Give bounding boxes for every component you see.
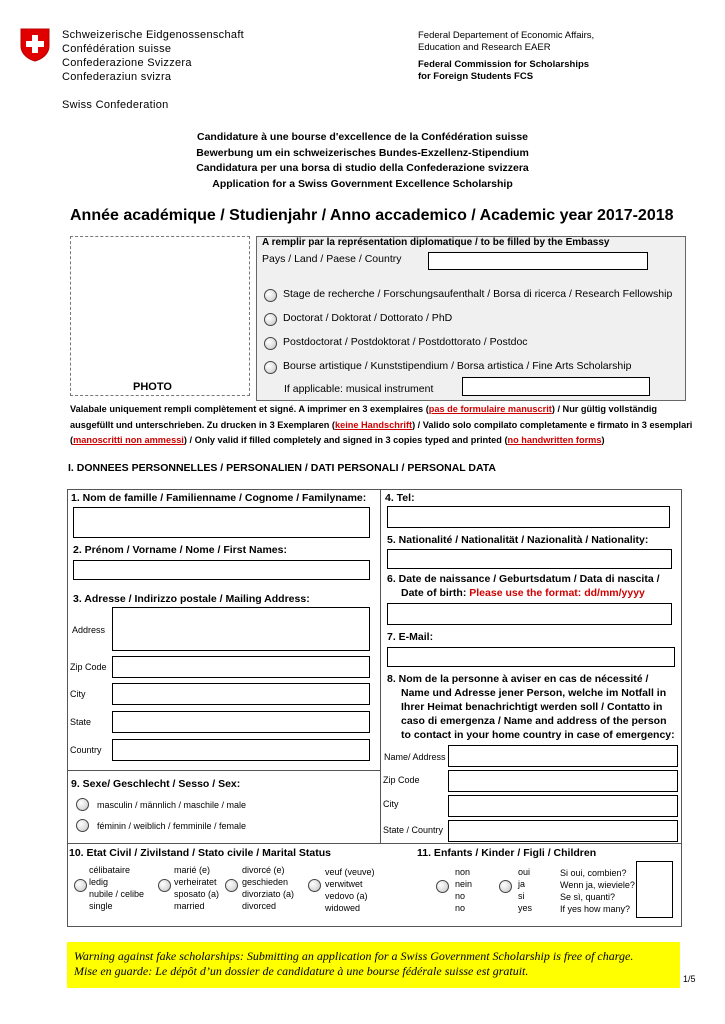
married-options bbox=[174, 864, 219, 912]
how-many-fr: Si oui, combien? bbox=[560, 868, 627, 878]
married-de: verheiratet bbox=[174, 877, 217, 887]
swiss-confederation-label: Swiss Confederation bbox=[62, 99, 169, 111]
emergency-line-5: to contact in your home country in case of emergency: bbox=[401, 729, 675, 741]
dob-label-line2 bbox=[401, 587, 645, 599]
emergency-name-input[interactable] bbox=[448, 745, 678, 767]
validity-red-4: no handwritten forms bbox=[507, 435, 602, 445]
married-fr: marié (e) bbox=[174, 865, 211, 875]
children-no-options bbox=[455, 866, 472, 914]
zip-code-label: Zip Code bbox=[70, 662, 107, 672]
children-no-de: nein bbox=[455, 879, 473, 889]
row-divider-sex bbox=[67, 770, 381, 771]
phd-label: Doctorat / Doktorat / Dottorato / PhD bbox=[283, 312, 453, 324]
widowed-it: vedovo (a) bbox=[325, 891, 368, 901]
dob-format-hint: Please use the format: dd/mm/yyyy bbox=[469, 587, 645, 599]
email-label: 7. E-Mail: bbox=[387, 631, 434, 643]
warning-text bbox=[74, 949, 633, 979]
children-no-it: no bbox=[455, 891, 466, 901]
nationality-label: 5. Nationalité / Nationalität / Nazionalità / Nationality: bbox=[387, 534, 649, 546]
title-it: Candidatura per una borsa di studio della Confederazione svizzera bbox=[196, 162, 529, 174]
address-input[interactable] bbox=[112, 607, 370, 651]
divorced-en: divorced bbox=[242, 901, 277, 911]
male-label: masculin / männlich / maschile / male bbox=[97, 800, 247, 810]
row-divider-civil bbox=[67, 843, 682, 844]
emergency-city-input[interactable] bbox=[448, 795, 678, 817]
commission-line-1: Federal Commission for Scholarships bbox=[418, 59, 590, 70]
male-radio[interactable] bbox=[76, 798, 89, 811]
children-yes-en: yes bbox=[518, 903, 533, 913]
state-label: State bbox=[70, 717, 92, 727]
photo-label: PHOTO bbox=[133, 381, 172, 393]
female-label: féminin / weiblich / femminile / female bbox=[97, 821, 247, 831]
confed-name-fr: Confédération suisse bbox=[62, 43, 172, 55]
children-yes-radio[interactable] bbox=[499, 880, 512, 893]
emergency-city-label: City bbox=[383, 799, 399, 809]
emergency-state-country-input[interactable] bbox=[448, 820, 678, 842]
tel-input[interactable] bbox=[387, 506, 670, 528]
single-radio[interactable] bbox=[74, 879, 87, 892]
address-country-input[interactable] bbox=[112, 739, 370, 761]
divorced-de: geschieden bbox=[242, 877, 289, 887]
embassy-heading: A remplir par la représentation diplomatique / to be filled by the Embassy bbox=[262, 237, 610, 248]
sex-label: 9. Sexe/ Geschlecht / Sesso / Sex: bbox=[71, 778, 241, 790]
single-de: ledig bbox=[89, 877, 109, 887]
academic-year-heading: Année académique / Studienjahr / Anno accademico / Academic year 2017-2018 bbox=[70, 207, 674, 224]
research-fellowship-radio[interactable] bbox=[264, 289, 277, 302]
children-count-input[interactable] bbox=[636, 861, 673, 918]
divorced-it: divorziato (a) bbox=[242, 889, 295, 899]
widowed-en: widowed bbox=[325, 903, 361, 913]
children-no-fr: non bbox=[455, 867, 471, 877]
address-label: 3. Adresse / Indirizzo postale / Mailing Address: bbox=[73, 593, 310, 605]
female-radio[interactable] bbox=[76, 819, 89, 832]
children-no-en: no bbox=[455, 903, 466, 913]
swiss-coat-of-arms-icon bbox=[20, 28, 50, 62]
confed-name-it: Confederazione Svizzera bbox=[62, 57, 192, 69]
research-fellowship-label: Stage de recherche / Forschungsaufenthalt / Borsa di ricerca / Research Fellowship bbox=[283, 288, 673, 300]
first-names-input[interactable] bbox=[73, 560, 370, 580]
postdoc-radio[interactable] bbox=[264, 337, 277, 350]
validity-text-5: ) bbox=[601, 435, 605, 445]
fine-arts-radio[interactable] bbox=[264, 361, 277, 374]
emergency-name-label: Name/ Address bbox=[384, 752, 446, 762]
country-row-label: Country bbox=[70, 745, 102, 755]
single-it: nubile / celibe bbox=[89, 889, 145, 899]
department-line-1: Federal Departement of Economic Affairs, bbox=[418, 30, 595, 41]
phd-radio[interactable] bbox=[264, 313, 277, 326]
how-many-en: If yes how many? bbox=[560, 904, 631, 914]
country-input[interactable] bbox=[428, 252, 648, 270]
dob-input[interactable] bbox=[387, 603, 672, 625]
column-divider bbox=[380, 489, 381, 843]
validity-red-1: pas de formulaire manuscrit bbox=[428, 404, 552, 414]
divorced-radio[interactable] bbox=[225, 879, 238, 892]
married-en: married bbox=[174, 901, 205, 911]
emergency-line-1: 8. Nom de la personne à aviser en cas de nécessité / bbox=[387, 673, 649, 685]
first-names-label: 2. Prénom / Vorname / Nome / First Names: bbox=[73, 544, 287, 556]
validity-text-1: Valabale uniquement rempli complètement et signé. A imprimer en 3 exemplaires ( bbox=[70, 404, 429, 414]
emergency-line-3: Ihrer Heimat benachrichtigt werden soll / Contatto in bbox=[401, 701, 663, 713]
tel-label: 4. Tel: bbox=[385, 492, 415, 504]
divorced-fr: divorcé (e) bbox=[242, 865, 285, 875]
emergency-line-4: caso di emergenza / Name and address of the person bbox=[401, 715, 667, 727]
state-input[interactable] bbox=[112, 711, 370, 733]
personal-data-section-title: I. DONNEES PERSONNELLES / PERSONALIEN / DATI PERSONALI / PERSONAL DATA bbox=[68, 462, 497, 474]
department-info bbox=[418, 30, 594, 83]
children-yes-it: si bbox=[518, 891, 525, 901]
marital-status-label: 10. Etat Civil / Zivilstand / Stato civile / Marital Status bbox=[69, 847, 331, 859]
warning-line-1: Warning against fake scholarships: Submitting an application for a Swiss Government Scholarship is free of charge. bbox=[74, 949, 634, 963]
emergency-zip-input[interactable] bbox=[448, 770, 678, 792]
children-yes-options bbox=[518, 866, 532, 914]
how-many-it: Se sì, quanti? bbox=[560, 892, 616, 902]
widowed-options bbox=[325, 866, 375, 914]
postdoc-label: Postdoctorat / Postdoktorat / Postdottorato / Postdoc bbox=[283, 336, 528, 348]
single-options bbox=[89, 864, 144, 912]
photo-box[interactable] bbox=[70, 236, 250, 396]
children-yes-de: ja bbox=[518, 879, 526, 889]
fine-arts-label: Bourse artistique / Kunststipendium / Borsa artistica / Fine Arts Scholarship bbox=[283, 360, 632, 372]
city-input[interactable] bbox=[112, 683, 370, 705]
city-label: City bbox=[70, 689, 86, 699]
validity-red-2: keine Handschrift bbox=[334, 419, 413, 430]
musical-instrument-input[interactable] bbox=[462, 377, 650, 396]
family-name-input[interactable] bbox=[73, 507, 370, 538]
nationality-input[interactable] bbox=[387, 549, 672, 569]
validity-red-3: manoscritti non ammessi bbox=[73, 435, 184, 445]
title-fr: Candidature à une bourse d'excellence de la Confédération suisse bbox=[196, 131, 528, 143]
widowed-fr: veuf (veuve) bbox=[325, 867, 375, 877]
emergency-line-2: Name und Adresse jener Person, welche im Notfall in bbox=[401, 687, 667, 699]
department-line-2: Education and Research EAER bbox=[418, 42, 551, 53]
validity-text-2: ) / Nur gültig vollständig ausgefüllt und unterschrieben. Zu drucken in 3 Exemplaren ( bbox=[70, 404, 657, 430]
widowed-radio[interactable] bbox=[308, 879, 321, 892]
emergency-state-country-label: State / Country bbox=[383, 825, 444, 835]
zip-code-input[interactable] bbox=[112, 656, 370, 678]
address-row-label: Address bbox=[72, 625, 106, 635]
commission-line-2: for Foreign Students FCS bbox=[418, 71, 534, 82]
emergency-contact-label bbox=[387, 672, 675, 742]
validity-text-3: ) / Valido solo compilato completamente e firmato in 3 esemplari ( bbox=[70, 419, 693, 445]
country-label: Pays / Land / Paese / Country bbox=[262, 253, 402, 265]
children-how-many-label bbox=[560, 867, 635, 915]
warning-line-2: Mise en guarde: Le dépôt d’un dossier de candidature à une bourse fédérale suisse est gratuit. bbox=[74, 964, 529, 978]
married-it: sposato (a) bbox=[174, 889, 220, 899]
musical-instrument-label: If applicable: musical instrument bbox=[284, 383, 434, 395]
dob-label-text: Date of birth: bbox=[401, 587, 467, 599]
page-number: 1/5 bbox=[683, 974, 696, 984]
title-en: Application for a Swiss Government Excellence Scholarship bbox=[212, 177, 513, 190]
married-radio[interactable] bbox=[158, 879, 171, 892]
single-en: single bbox=[89, 901, 113, 911]
application-titles bbox=[0, 130, 725, 192]
dob-label-line1: 6. Date de naissance / Geburtsdatum / Data di nascita / bbox=[387, 573, 660, 585]
children-yes-fr: oui bbox=[518, 867, 531, 877]
single-fr: célibataire bbox=[89, 865, 131, 875]
emergency-zip-label: Zip Code bbox=[383, 775, 420, 785]
how-many-de: Wenn ja, wieviele? bbox=[560, 880, 635, 890]
confed-name-de: Schweizerische Eidgenossenschaft bbox=[62, 29, 245, 41]
email-input[interactable] bbox=[387, 647, 675, 667]
children-no-radio[interactable] bbox=[436, 880, 449, 893]
widowed-de: verwitwet bbox=[325, 879, 363, 889]
title-de: Bewerbung um ein schweizerisches Bundes-Exzellenz-Stipendium bbox=[196, 146, 529, 159]
divorced-options bbox=[242, 864, 294, 912]
validity-text-4: ) / Only valid if filled completely and signed in 3 copies typed and printed ( bbox=[183, 435, 508, 445]
confed-name-rm: Confederaziun svizra bbox=[62, 71, 172, 83]
family-name-label: 1. Nom de famille / Familienname / Cognome / Familyname: bbox=[71, 492, 367, 504]
confederation-names bbox=[62, 28, 244, 84]
children-label: 11. Enfants / Kinder / Figli / Children bbox=[417, 847, 597, 859]
validity-notice bbox=[70, 402, 695, 449]
